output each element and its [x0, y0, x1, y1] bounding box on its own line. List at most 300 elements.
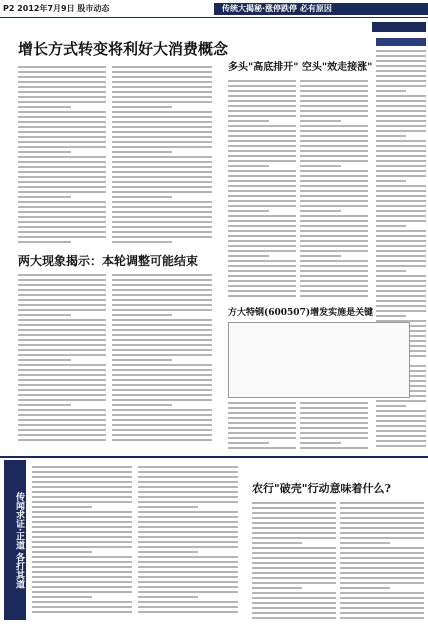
text-line [376, 195, 426, 197]
text-line [138, 476, 238, 478]
text-line [18, 211, 106, 213]
header-rule [0, 17, 428, 18]
text-line [138, 571, 238, 573]
text-line [138, 546, 238, 548]
text-line [376, 215, 426, 217]
text-line [340, 547, 424, 549]
text-line [32, 481, 132, 483]
text-line [112, 404, 172, 406]
text-line [32, 541, 132, 543]
text-line [18, 196, 71, 198]
text-line [112, 166, 212, 168]
text-line [300, 105, 368, 107]
text-line [228, 240, 296, 242]
text-line [18, 299, 106, 301]
text-line [376, 155, 426, 157]
text-line [18, 374, 106, 376]
text-line [112, 389, 212, 391]
main-headline: 增长方式转变将利好大消费概念 [18, 40, 229, 58]
text-line [376, 130, 426, 132]
text-line [228, 280, 296, 282]
text-line [252, 557, 336, 559]
text-line [340, 507, 424, 509]
text-line [18, 379, 106, 381]
text-line [112, 319, 212, 321]
text-line [376, 225, 406, 227]
text-line [228, 225, 296, 227]
text-line [300, 427, 368, 429]
text-line [18, 121, 106, 123]
text-line [376, 70, 426, 72]
text-line [228, 105, 296, 107]
text-line [112, 309, 212, 311]
text-line [112, 101, 212, 103]
text-line [300, 265, 368, 267]
text-line [18, 141, 106, 143]
text-line [112, 304, 212, 306]
text-line [18, 216, 106, 218]
text-line [112, 354, 212, 356]
text-line [112, 91, 212, 93]
text-line [138, 581, 238, 583]
text-line [300, 250, 368, 252]
text-line [18, 106, 71, 108]
text-line [300, 130, 368, 132]
text-line [228, 215, 296, 217]
text-line [228, 130, 296, 132]
text-line [252, 602, 336, 604]
text-line [300, 260, 368, 262]
text-line [376, 405, 406, 407]
text-line [112, 186, 212, 188]
text-line [138, 531, 238, 533]
text-line [300, 205, 368, 207]
text-line [18, 314, 71, 316]
text-line [18, 86, 106, 88]
text-line [112, 339, 212, 341]
text-line [376, 185, 426, 187]
text-line [138, 576, 238, 578]
masthead-logo [372, 22, 426, 32]
text-line [228, 412, 296, 414]
bottom-col-4 [340, 502, 424, 622]
text-line [376, 240, 426, 242]
text-line [18, 166, 106, 168]
text-line [32, 501, 132, 503]
text-line [376, 445, 426, 447]
text-line [32, 571, 132, 573]
text-line [376, 95, 426, 97]
text-line [228, 260, 296, 262]
text-line [112, 294, 212, 296]
text-line [32, 476, 132, 478]
text-line [32, 521, 132, 523]
text-line [32, 466, 132, 468]
text-line [112, 274, 212, 276]
text-line [300, 230, 368, 232]
text-line [300, 190, 368, 192]
text-line [138, 526, 238, 528]
text-line [112, 236, 212, 238]
text-line [18, 329, 106, 331]
text-line [18, 309, 106, 311]
text-line [112, 96, 212, 98]
text-line [18, 146, 106, 148]
text-line [376, 200, 426, 202]
text-line [228, 145, 296, 147]
text-line [228, 265, 296, 267]
text-line [112, 191, 212, 193]
text-line [18, 399, 106, 401]
text-line [340, 607, 424, 609]
text-line [228, 447, 296, 449]
text-line [228, 190, 296, 192]
text-line [138, 561, 238, 563]
text-line [300, 270, 368, 272]
text-line [376, 165, 426, 167]
text-line [228, 402, 296, 404]
text-line [252, 507, 336, 509]
text-line [252, 567, 336, 569]
text-line [18, 284, 106, 286]
text-line [340, 542, 390, 544]
candlestick-chart [228, 322, 410, 398]
text-line [18, 101, 106, 103]
text-line [32, 586, 132, 588]
text-line [18, 181, 106, 183]
text-line [18, 76, 106, 78]
text-line [18, 226, 106, 228]
text-line [376, 300, 426, 302]
text-line [228, 85, 296, 87]
text-line [376, 80, 426, 82]
text-line [252, 532, 336, 534]
text-line [228, 220, 296, 222]
text-line [376, 160, 426, 162]
text-line [228, 270, 296, 272]
text-line [138, 551, 198, 553]
text-line [300, 432, 368, 434]
text-line [300, 412, 368, 414]
text-line [340, 527, 424, 529]
bottom-col-2 [138, 466, 238, 616]
text-line [18, 96, 106, 98]
text-line [18, 279, 106, 281]
article-col-3 [18, 274, 106, 444]
text-line [32, 606, 132, 608]
article-col-5 [228, 80, 296, 300]
text-line [300, 165, 341, 167]
text-line [300, 150, 368, 152]
text-line [300, 422, 368, 424]
text-line [376, 265, 426, 267]
text-line [376, 100, 426, 102]
text-line [340, 602, 424, 604]
text-line [18, 131, 106, 133]
text-line [252, 547, 336, 549]
text-line [376, 275, 426, 277]
text-line [376, 55, 426, 57]
text-line [32, 471, 132, 473]
article-col-4 [112, 274, 212, 444]
text-line [340, 612, 424, 614]
text-line [18, 231, 106, 233]
article-col-9 [300, 402, 368, 452]
text-line [112, 116, 212, 118]
text-line [112, 379, 212, 381]
text-line [376, 175, 426, 177]
text-line [376, 190, 426, 192]
text-line [228, 407, 296, 409]
bottom-col-1 [32, 466, 132, 616]
right-top-headline: 多头"高底排开" 空头"效走接涨" [228, 62, 373, 73]
text-line [300, 280, 368, 282]
text-line [300, 195, 368, 197]
text-line [300, 110, 368, 112]
text-line [112, 86, 212, 88]
text-line [18, 136, 106, 138]
text-line [300, 402, 368, 404]
text-line [138, 481, 238, 483]
text-line [300, 215, 368, 217]
text-line [112, 284, 212, 286]
chart-headline: 方大特钢(600507)增发实施是关键 [228, 308, 374, 318]
text-line [340, 502, 424, 504]
text-line [112, 121, 212, 123]
text-line [376, 245, 426, 247]
text-line [18, 334, 106, 336]
text-line [376, 60, 426, 62]
text-line [340, 572, 424, 574]
text-line [32, 496, 132, 498]
text-line [112, 176, 212, 178]
text-line [228, 437, 296, 439]
text-line [376, 90, 406, 92]
text-line [376, 50, 426, 52]
text-line [112, 181, 212, 183]
text-line [376, 290, 426, 292]
text-line [228, 427, 296, 429]
text-line [18, 186, 106, 188]
text-line [376, 430, 426, 432]
text-line [340, 557, 424, 559]
text-line [300, 140, 368, 142]
text-line [228, 110, 296, 112]
text-line [340, 597, 424, 599]
text-line [300, 417, 368, 419]
text-line [18, 369, 106, 371]
text-line [252, 537, 336, 539]
article-col-2 [112, 66, 212, 246]
text-line [252, 542, 302, 544]
text-line [32, 486, 132, 488]
text-line [138, 541, 238, 543]
text-line [138, 566, 238, 568]
text-line [252, 597, 336, 599]
text-line [112, 66, 212, 68]
text-line [228, 135, 296, 137]
text-line [340, 587, 390, 589]
text-line [112, 434, 212, 436]
text-line [228, 245, 296, 247]
text-line [112, 141, 212, 143]
text-line [112, 414, 212, 416]
text-line [228, 255, 269, 257]
text-line [376, 250, 426, 252]
text-line [376, 205, 426, 207]
text-line [300, 442, 341, 444]
text-line [376, 115, 426, 117]
text-line [228, 95, 296, 97]
text-line [300, 285, 368, 287]
text-line [228, 115, 296, 117]
text-line [300, 200, 368, 202]
article-col-8 [228, 402, 296, 452]
text-line [376, 65, 426, 67]
text-line [112, 211, 212, 213]
text-line [112, 126, 212, 128]
text-line [18, 91, 106, 93]
text-line [228, 185, 296, 187]
text-line [376, 85, 426, 87]
text-line [228, 150, 296, 152]
text-line [300, 245, 368, 247]
bottom-col-3 [252, 502, 336, 622]
text-line [112, 76, 212, 78]
text-line [138, 501, 238, 503]
text-line [252, 512, 336, 514]
side-label: 传闻求证·正道 各打其道 [14, 491, 24, 589]
text-line [300, 240, 368, 242]
text-line [112, 161, 212, 163]
text-line [376, 150, 426, 152]
text-line [32, 551, 92, 553]
text-line [138, 486, 238, 488]
text-line [228, 250, 296, 252]
text-line [376, 400, 426, 402]
text-line [228, 422, 296, 424]
text-line [228, 295, 296, 297]
text-line [138, 521, 238, 523]
text-line [18, 289, 106, 291]
text-line [112, 439, 212, 441]
text-line [300, 220, 368, 222]
text-line [228, 160, 296, 162]
text-line [112, 111, 212, 113]
text-line [300, 120, 341, 122]
text-line [300, 407, 368, 409]
text-line [18, 201, 106, 203]
text-line [32, 506, 92, 508]
text-line [138, 586, 238, 588]
text-line [340, 512, 424, 514]
bottom-headline: 农行"破壳"行动意味着什么? [252, 482, 391, 495]
text-line [138, 511, 238, 513]
text-line [138, 556, 238, 558]
text-line [300, 115, 368, 117]
text-line [138, 601, 238, 603]
text-line [18, 71, 106, 73]
text-line [32, 596, 92, 598]
text-line [112, 71, 212, 73]
text-line [18, 339, 106, 341]
text-line [18, 324, 106, 326]
text-line [112, 106, 172, 108]
text-line [376, 415, 426, 417]
text-line [376, 230, 426, 232]
text-line [252, 572, 336, 574]
text-line [376, 170, 426, 172]
text-line [300, 170, 368, 172]
text-line [340, 517, 424, 519]
text-line [138, 611, 238, 613]
text-line [376, 235, 426, 237]
text-line [376, 210, 426, 212]
text-line [18, 236, 106, 238]
text-line [18, 434, 106, 436]
text-line [300, 437, 368, 439]
text-line [18, 81, 106, 83]
text-line [112, 429, 212, 431]
section-divider [0, 456, 428, 458]
article-col-1 [18, 66, 106, 246]
text-line [228, 90, 296, 92]
text-line [376, 435, 426, 437]
text-line [112, 349, 212, 351]
text-line [18, 294, 106, 296]
text-line [32, 546, 132, 548]
text-line [112, 314, 172, 316]
text-line [228, 210, 269, 212]
text-line [18, 389, 106, 391]
text-line [32, 516, 132, 518]
text-line [228, 180, 296, 182]
text-line [228, 442, 269, 444]
text-line [376, 180, 406, 182]
text-line [252, 617, 336, 619]
text-line [112, 324, 212, 326]
text-line [300, 155, 368, 157]
text-line [300, 180, 368, 182]
text-line [112, 374, 212, 376]
text-line [340, 617, 424, 619]
text-line [340, 567, 424, 569]
text-line [228, 285, 296, 287]
text-line [300, 447, 368, 449]
text-line [340, 592, 424, 594]
text-line [340, 532, 424, 534]
text-line [112, 146, 212, 148]
text-line [300, 90, 368, 92]
text-line [18, 191, 106, 193]
text-line [252, 502, 336, 504]
text-line [32, 491, 132, 493]
text-line [138, 606, 238, 608]
text-line [32, 601, 132, 603]
text-line [340, 537, 424, 539]
text-line [300, 210, 341, 212]
text-line [300, 80, 368, 82]
text-line [376, 255, 426, 257]
text-line [252, 562, 336, 564]
text-line [18, 274, 106, 276]
text-line [18, 304, 106, 306]
text-line [112, 279, 212, 281]
text-line [18, 221, 106, 223]
text-line [300, 295, 368, 297]
text-line [32, 581, 132, 583]
text-line [18, 126, 106, 128]
